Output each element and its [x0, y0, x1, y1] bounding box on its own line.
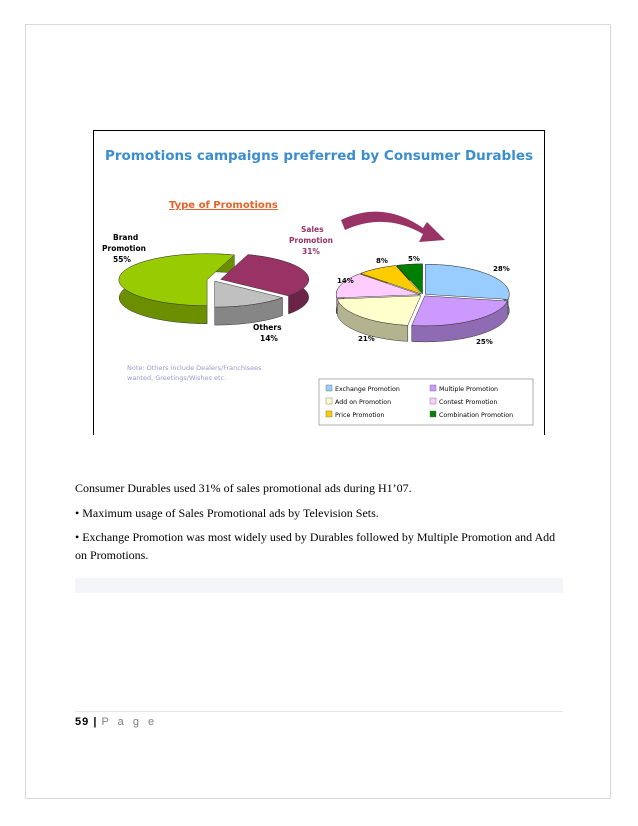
- exchange-value-label: 28%: [493, 265, 510, 273]
- figure-border: [93, 130, 545, 435]
- footer-rule: [75, 711, 563, 712]
- page-footer: [75, 716, 157, 728]
- page-word: P a g e: [101, 716, 158, 728]
- note-line2: wanted, Greetings/Wishes etc.: [127, 374, 227, 382]
- page-number: 59: [75, 716, 90, 728]
- brand-value-label: 55%: [113, 255, 131, 264]
- brand-label-line2: Promotion: [102, 244, 146, 253]
- shaded-bar: [75, 578, 563, 593]
- contest-value-label: 14%: [337, 277, 354, 285]
- price-value-label: 8%: [376, 257, 388, 265]
- legend-addon: Add on Promotion: [335, 399, 392, 406]
- others-value-label: 14%: [260, 334, 278, 343]
- legend-multiple: Multiple Promotion: [439, 386, 499, 393]
- sales-label-line1: Sales: [301, 225, 324, 234]
- summary-line: Consumer Durables used 31% of sales promotional ads during H1’07.: [75, 481, 412, 495]
- others-label: Others: [253, 323, 282, 332]
- legend-contest: Contest Promotion: [439, 399, 498, 406]
- addon-value-label: 21%: [358, 335, 375, 343]
- legend-combination: Combination Promotion: [439, 412, 514, 419]
- note-line1: Note: Others include Dealers/Franchisees: [127, 364, 262, 372]
- figure-subtitle: Type of Promotions: [169, 200, 278, 211]
- promotions-figure: [93, 130, 545, 435]
- footer-separator: |: [93, 716, 98, 728]
- legend-price: Price Promotion: [335, 412, 385, 419]
- legend-exchange: Exchange Promotion: [335, 386, 400, 393]
- bullet-exchange: • Exchange Promotion was most widely used by Durables followed by Multiple Promotion and Add on Promotions.: [75, 530, 556, 562]
- multiple-value-label: 25%: [476, 338, 493, 346]
- figure-title: Promotions campaigns preferred by Consumer Durables: [104, 148, 534, 164]
- sales-label-line2: Promotion: [289, 236, 333, 245]
- bullet-television: • Maximum usage of Sales Promotional ads by Television Sets.: [75, 506, 379, 520]
- combination-value-label: 5%: [408, 255, 420, 263]
- sales-value-label: 31%: [302, 247, 320, 256]
- brand-label-line1: Brand: [113, 233, 139, 242]
